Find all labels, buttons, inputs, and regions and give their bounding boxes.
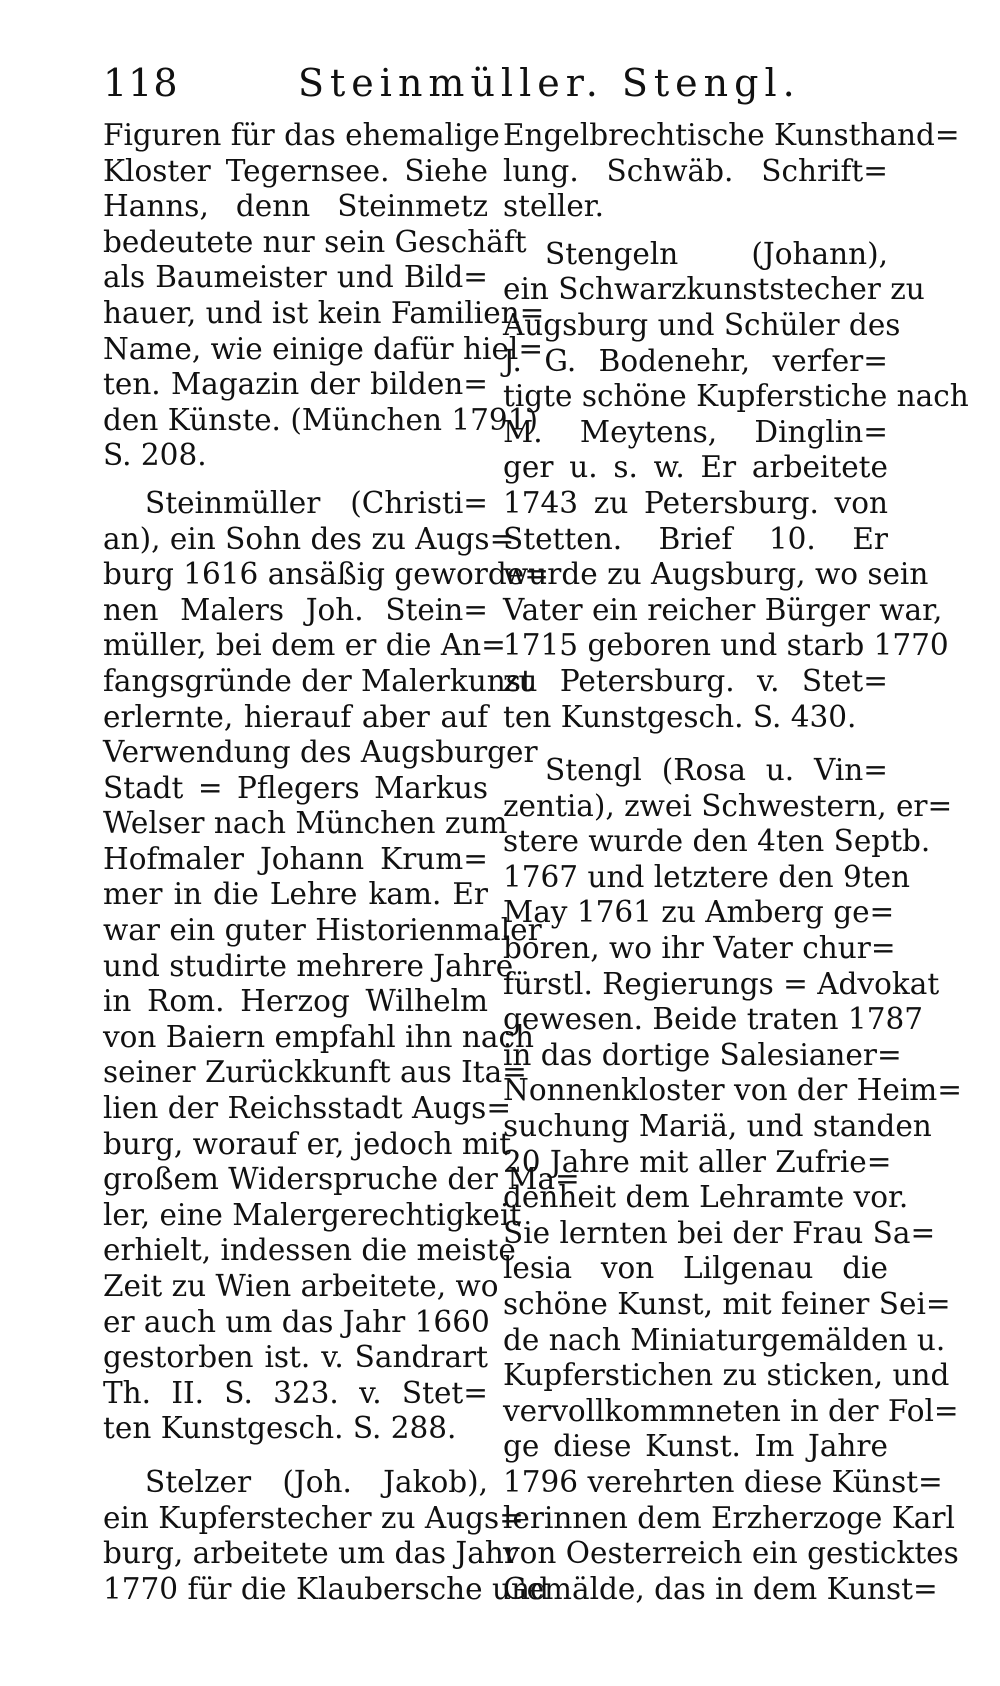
text-line: suchung Mariä, und standen (503, 1109, 932, 1144)
text-line: 1770 für die Klaubersche und (103, 1571, 549, 1606)
text-line: in Rom. Herzog Wilhelm (103, 984, 488, 1019)
text-line: Stelzer (Joh. Jakob), (145, 1464, 488, 1499)
text-line: schöne Kunst, mit feiner Sei= (503, 1287, 951, 1321)
text-line: und studirte mehrere Jahre (103, 948, 514, 983)
text-line: Stengl (Rosa u. Vin= (545, 753, 888, 788)
text-line: Name, wie einige dafür hiel= (103, 331, 544, 366)
text-line: ger u. s. w. Er arbeitete (503, 450, 888, 485)
text-line: ein Schwarzkunststecher zu (503, 272, 925, 307)
paragraph-gap (103, 1447, 488, 1465)
right-column (503, 118, 969, 1607)
text-line: Augsburg und Schüler des (503, 307, 901, 342)
text-line: 1743 zu Petersburg. von (503, 485, 888, 520)
page-number: 118 (103, 61, 179, 105)
text-line: zentia), zwei Schwestern, er= (503, 788, 953, 823)
text-line: Welser nach München zum (103, 806, 508, 841)
paragraph-gap (103, 474, 488, 486)
text-line: er auch um das Jahr 1660 (103, 1304, 490, 1339)
text-line: als Baumeister und Bild= (103, 260, 488, 295)
text-line: ler, eine Malergerechtigkeit (103, 1197, 522, 1232)
text-line: gewesen. Beide traten 1787 (503, 1002, 924, 1037)
text-line: 1715 geboren und starb 1770 (503, 628, 949, 663)
text-line: Figuren für das ehemalige (103, 118, 500, 152)
text-line: den Künste. (München 1791) (103, 402, 538, 437)
text-line: wurde zu Augsburg, wo sein (503, 557, 929, 592)
text-line: Verwendung des Augsburger (103, 735, 538, 770)
text-line: burg, worauf er, jedoch mit (103, 1126, 512, 1161)
text-line: Hanns, denn Steinmetz (103, 189, 488, 224)
text-line: fangsgründe der Malerkunst (103, 663, 533, 698)
text-line: ten Kunstgesch. S. 288. (103, 1411, 457, 1446)
text-line: seiner Zurückkunft aus Ita= (103, 1055, 527, 1090)
text-line: erlernte, hierauf aber auf (103, 699, 488, 734)
text-line: 20 Jahre mit aller Zufrie= (503, 1144, 892, 1179)
text-line: Steinmüller (Christi= (145, 485, 488, 520)
text-line: Zeit zu Wien arbeitete, wo (103, 1269, 499, 1303)
text-line: Vater ein reicher Bürger war, (503, 592, 943, 627)
text-line: mer in die Lehre kam. Er (103, 877, 488, 912)
text-line: S. 208. (103, 438, 207, 473)
text-line: ge diese Kunst. Im Jahre (503, 1429, 888, 1464)
text-line: Sie lernten bei der Frau Sa= (503, 1215, 936, 1250)
text-line: lien der Reichsstadt Augs= (103, 1091, 512, 1126)
page-header (103, 58, 883, 108)
text-line: burg 1616 ansäßig geworde= (103, 557, 549, 592)
text-line: burg, arbeitete um das Jahr (103, 1536, 518, 1571)
text-line: zu Petersburg. v. Stet= (503, 663, 888, 698)
text-line: Stetten. Brief 10. Er (503, 521, 888, 556)
text-line: Gemälde, das in dem Kunst= (503, 1571, 938, 1606)
text-line: von Baiern empfahl ihn nach (103, 1019, 534, 1054)
text-line: vervollkommneten in der Fol= (503, 1393, 959, 1428)
text-line: lesia von Lilgenau die (503, 1251, 888, 1286)
text-line: an), ein Sohn des zu Augs= (103, 521, 515, 556)
text-line: M. Meytens, Dinglin= (503, 414, 888, 449)
text-line: 1796 verehrten diese Künst= (503, 1464, 943, 1499)
text-line: Engelbrechtische Kunsthand= (503, 118, 960, 152)
text-line: in das dortige Salesianer= (503, 1037, 902, 1072)
text-line: Stadt = Pflegers Markus (103, 770, 488, 805)
text-line: Kloster Tegernsee. Siehe (103, 153, 488, 188)
text-line: J. G. Bodenehr, verfer= (503, 343, 888, 378)
text-line: ten Kunstgesch. S. 430. (503, 699, 857, 734)
paragraph-gap (503, 735, 888, 753)
text-line: gestorben ist. v. Sandrart (103, 1340, 488, 1375)
text-line: großem Widerspruche der Ma= (103, 1162, 580, 1197)
text-line: Th. II. S. 323. v. Stet= (103, 1375, 488, 1410)
text-line: denheit dem Lehramte vor. (503, 1180, 909, 1215)
text-line: hauer, und ist kein Familien= (103, 295, 545, 330)
text-line: erhielt, indessen die meiste (103, 1233, 516, 1268)
running-head: Steinmüller. Stengl. (298, 61, 801, 105)
text-line: boren, wo ihr Vater chur= (503, 931, 896, 966)
text-line: Kupferstichen zu sticken, und (503, 1358, 950, 1393)
text-line: lung. Schwäb. Schrift= (503, 153, 888, 188)
text-line: stere wurde den 4ten Septb. (503, 824, 931, 859)
text-line: de nach Miniaturgemälden u. (503, 1322, 946, 1357)
text-line: Stengeln (Johann), (545, 236, 888, 271)
paragraph-gap (503, 225, 888, 237)
text-line: Hofmaler Johann Krum= (103, 841, 488, 876)
text-line: steller. (503, 189, 605, 224)
text-line: ten. Magazin der bilden= (103, 367, 488, 402)
text-line: bedeutete nur sein Geschäft (103, 224, 527, 259)
text-line: May 1761 zu Amberg ge= (503, 895, 895, 930)
text-line: müller, bei dem er die An= (103, 628, 506, 663)
text-line: war ein guter Historienmaler (103, 913, 542, 948)
text-line: 1767 und letztere den 9ten (503, 859, 911, 894)
text-line: lerinnen dem Erzherzoge Karl (503, 1500, 955, 1535)
text-line: nen Malers Joh. Stein= (103, 592, 488, 627)
text-line: Nonnenkloster von der Heim= (503, 1073, 962, 1108)
text-line: fürstl. Regierungs = Advokat (503, 966, 940, 1001)
text-line: tigte schöne Kupferstiche nach (503, 379, 969, 414)
text-line: von Oesterreich ein gesticktes (503, 1536, 959, 1571)
text-line: ein Kupferstecher zu Augs= (103, 1500, 524, 1535)
